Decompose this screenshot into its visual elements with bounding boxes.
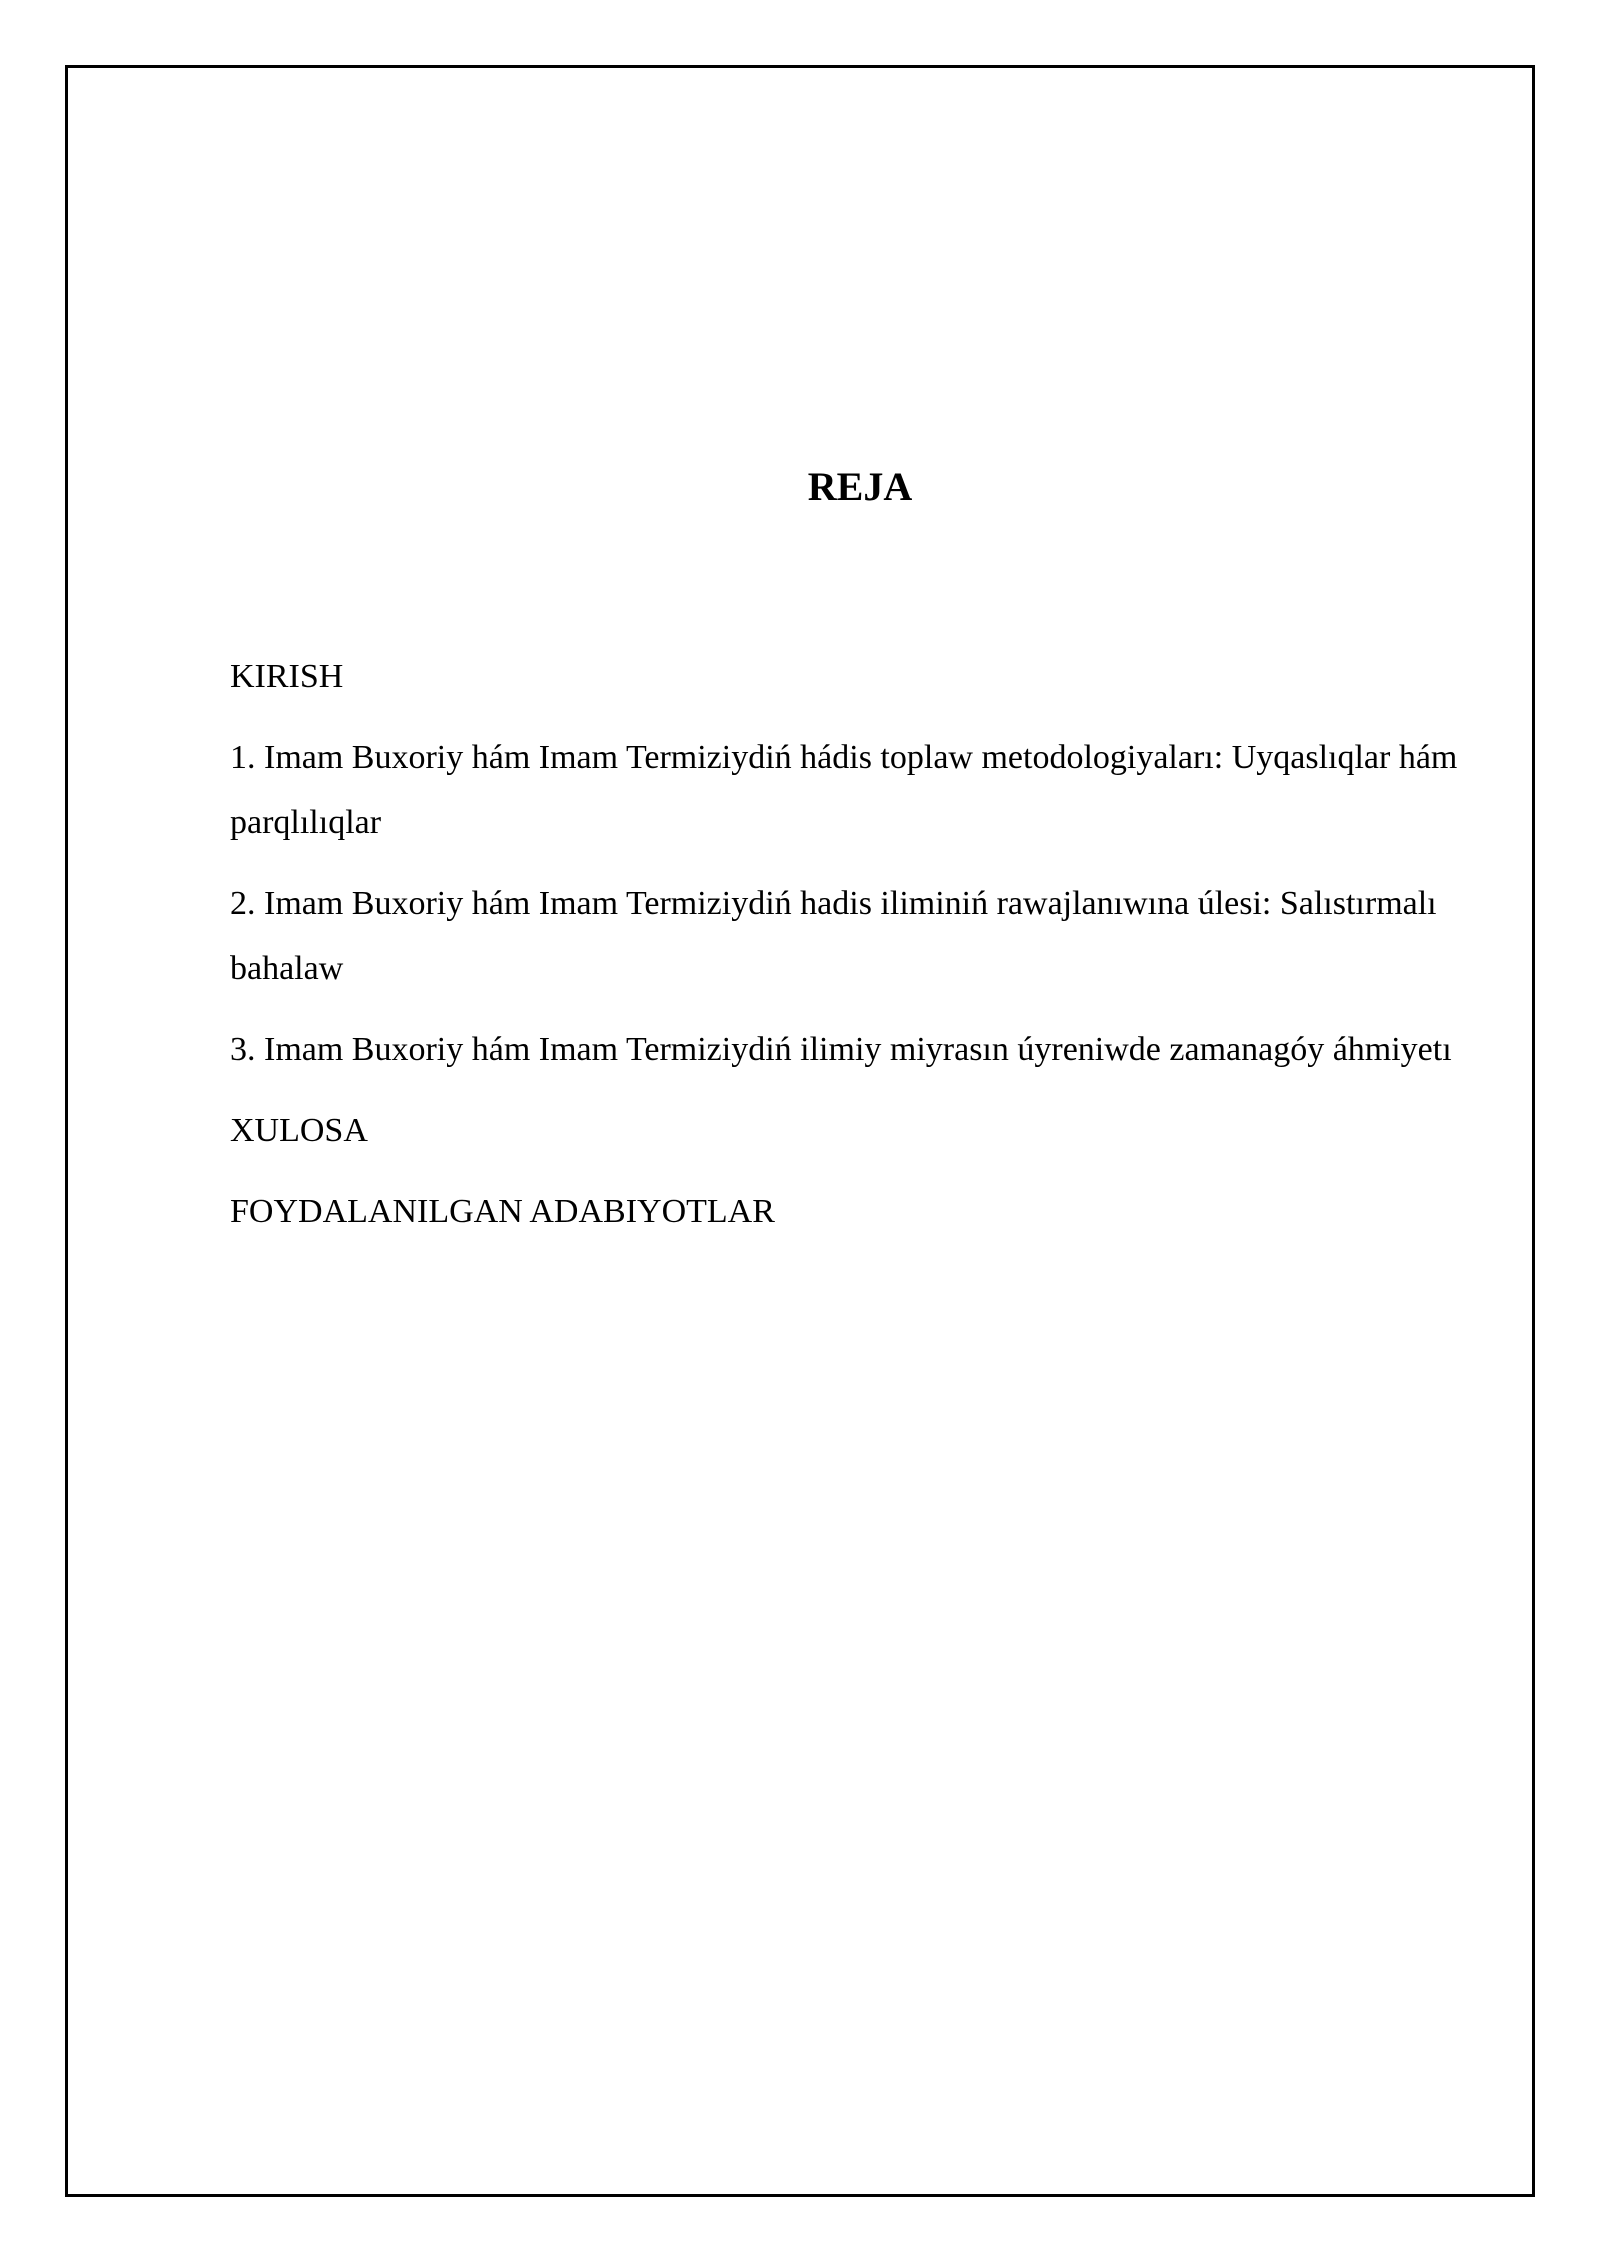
toc-entry-references: FOYDALANILGAN ADABIYOTLAR [230,1193,775,1230]
toc-entry-introduction: KIRISH [230,658,344,695]
page-title: REJA [807,464,913,509]
table-of-contents [230,644,1480,1260]
toc-entry-conclusion: XULOSA [230,1112,368,1149]
toc-entry-section-1: 1. Imam Buxoriy hám Imam Termiziydiń hádis toplaw metodologiyaları: Uyqaslıqlar hám parqlılıqlar [230,739,1458,841]
toc-entry-section-3: 3. Imam Buxoriy hám Imam Termiziydiń ilimiy miyrasın úyreniwde zamanagóy áhmiyetı [230,1031,1452,1068]
toc-entry-section-2: 2. Imam Buxoriy hám Imam Termiziydiń hadis iliminiń rawajlanıwına úlesi: Salıstırmalı bahalaw [230,885,1437,987]
